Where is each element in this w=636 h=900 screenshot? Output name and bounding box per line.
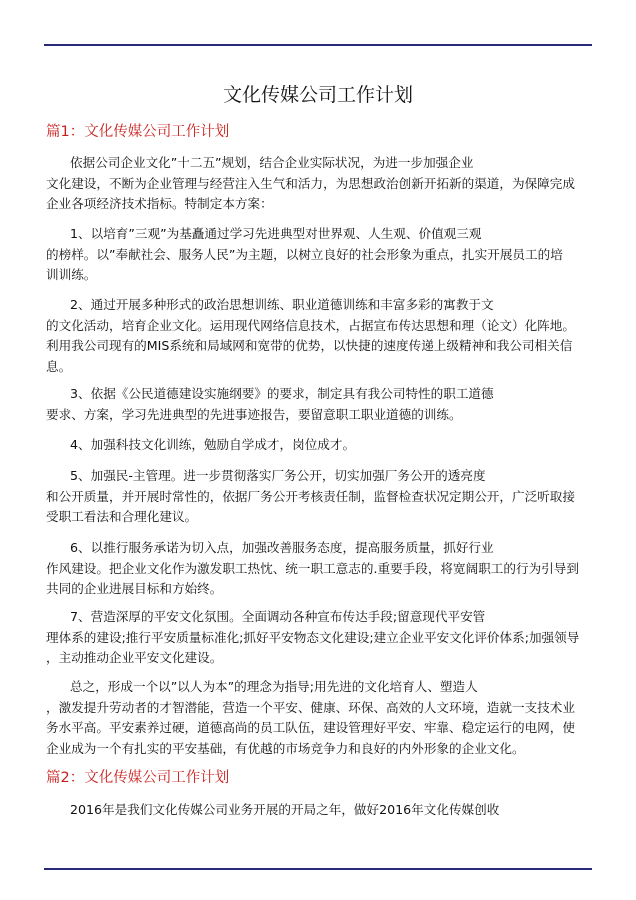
paragraph-line: 训训练。 [46,267,97,282]
paragraph-line: ，主动推动企业平安文化建设。 [46,650,223,665]
paragraph-item-1 [46,224,594,286]
paragraph-item-7 [46,607,594,669]
paragraph-line: 2、通过开展多种形式的政治思想训练、职业道德训练和丰富多彩的寓教于文 [70,297,494,312]
paragraph-line: 6、以推行服务承诺为切入点，加强改善服务态度，提高服务质量，抓好行业 [70,540,494,555]
paragraph-line: 7、营造深厚的平安文化氛围。全面调动各种宣布传达手段;留意现代平安管 [70,609,486,624]
footer-rule [44,868,592,870]
paragraph-intro [46,153,594,215]
paragraph-line: 文化建设，不断为企业管理与经营注入生气和活力，为思想政治创新开拓新的渠道，为保障完成 [46,175,575,191]
paragraph-item-6 [46,538,594,600]
paragraph-line: 企业各项经济技术指标。特制定本方案： [46,196,273,211]
paragraph-line: 总之，形成一个以”以人为本”的理念为指导;用先进的文化培育人、塑造人 [70,679,478,694]
paragraph-section2-intro [46,800,594,821]
document-title: 文化传媒公司工作计划 [222,84,413,106]
paragraph-item-5 [46,466,594,528]
paragraph-item-4 [46,435,594,456]
paragraph-summary [46,677,594,759]
paragraph-line: 利用我公司现有的MIS系统和局域网和宽带的优势，以快捷的速度传递上级精神和我公司相关信 [46,338,573,353]
section-heading-2: 篇2：文化传媒公司工作计划 [46,770,230,786]
paragraph-line: 4、加强科技文化训练，勉励自学成才，岗位成才。 [70,437,356,452]
paragraph-line: 1、以培育”三观”为基矗通过学习先进典型对世界观、人生观、价值观三观 [70,226,482,241]
paragraph-line: 理体系的建设;推行平安质量标准化;抓好平安物态文化建设;建立企业平安文化评价体系;加强领导 [46,629,580,645]
paragraph-line: 的文化活动，培育企业文化。运用现代网络信息技术，占据宣布传达思想和理（论文）化阵地。 [46,317,575,333]
paragraph-line: 3、依据《公民道德建设实施纲要》的要求，制定具有我公司特性的职工道德 [70,386,494,401]
section-heading-1: 篇1：文化传媒公司工作计划 [46,124,230,140]
paragraph-line: ，激发提升劳动者的才智潜能，营造一个平安、健康、环保、高效的人文环境，造就一支技术业 [46,699,575,715]
paragraph-line: 息。 [46,358,72,374]
paragraph-line: 依据公司企业文化”十二五”规划，结合企业实际状况，为进一步加强企业 [70,155,474,170]
paragraph-line: 企业成为一个有扎实的平安基础，有优越的市场竞争力和良好的内外形象的企业文化。 [46,740,525,756]
paragraph-item-3 [46,384,594,425]
paragraph-line: 作风建设。把企业文化作为激发职工热忱、统一职工意志的.重要手段，将宽阔职工的行为引导到 [46,560,579,576]
paragraph-line: 受职工看法和合理化建议。 [46,509,198,524]
paragraph-line: 的榜样。以”奉献社会、服务人民”为主题，以树立良好的社会形象为重点，扎实开展员工的培 [46,246,563,262]
paragraph-line: 2016年是我们文化传媒公司业务开展的开局之年，做好2016年文化传媒创收 [70,802,500,817]
paragraph-line: 5、加强民-主管理。进一步贯彻落实厂务公开，切实加强厂务公开的透亮度 [70,468,486,483]
paragraph-line: 务水平高。平安素养过硬，道德高尚的员工队伍，建设管理好平安、牢靠、稳定运行的电网，使 [46,720,575,735]
paragraph-line: 和公开质量，并开展时常性的，依据厂务公开考核责任制，监督检查状况定期公开，广泛听取接 [46,488,575,504]
paragraph-item-2 [46,295,594,377]
paragraph-line: 要求、方案，学习先进典型的先进事迹报告，要留意职工职业道德的训练。 [46,406,462,422]
header-rule [44,44,592,46]
paragraph-line: 共同的企业进展目标和方始终。 [46,581,223,596]
